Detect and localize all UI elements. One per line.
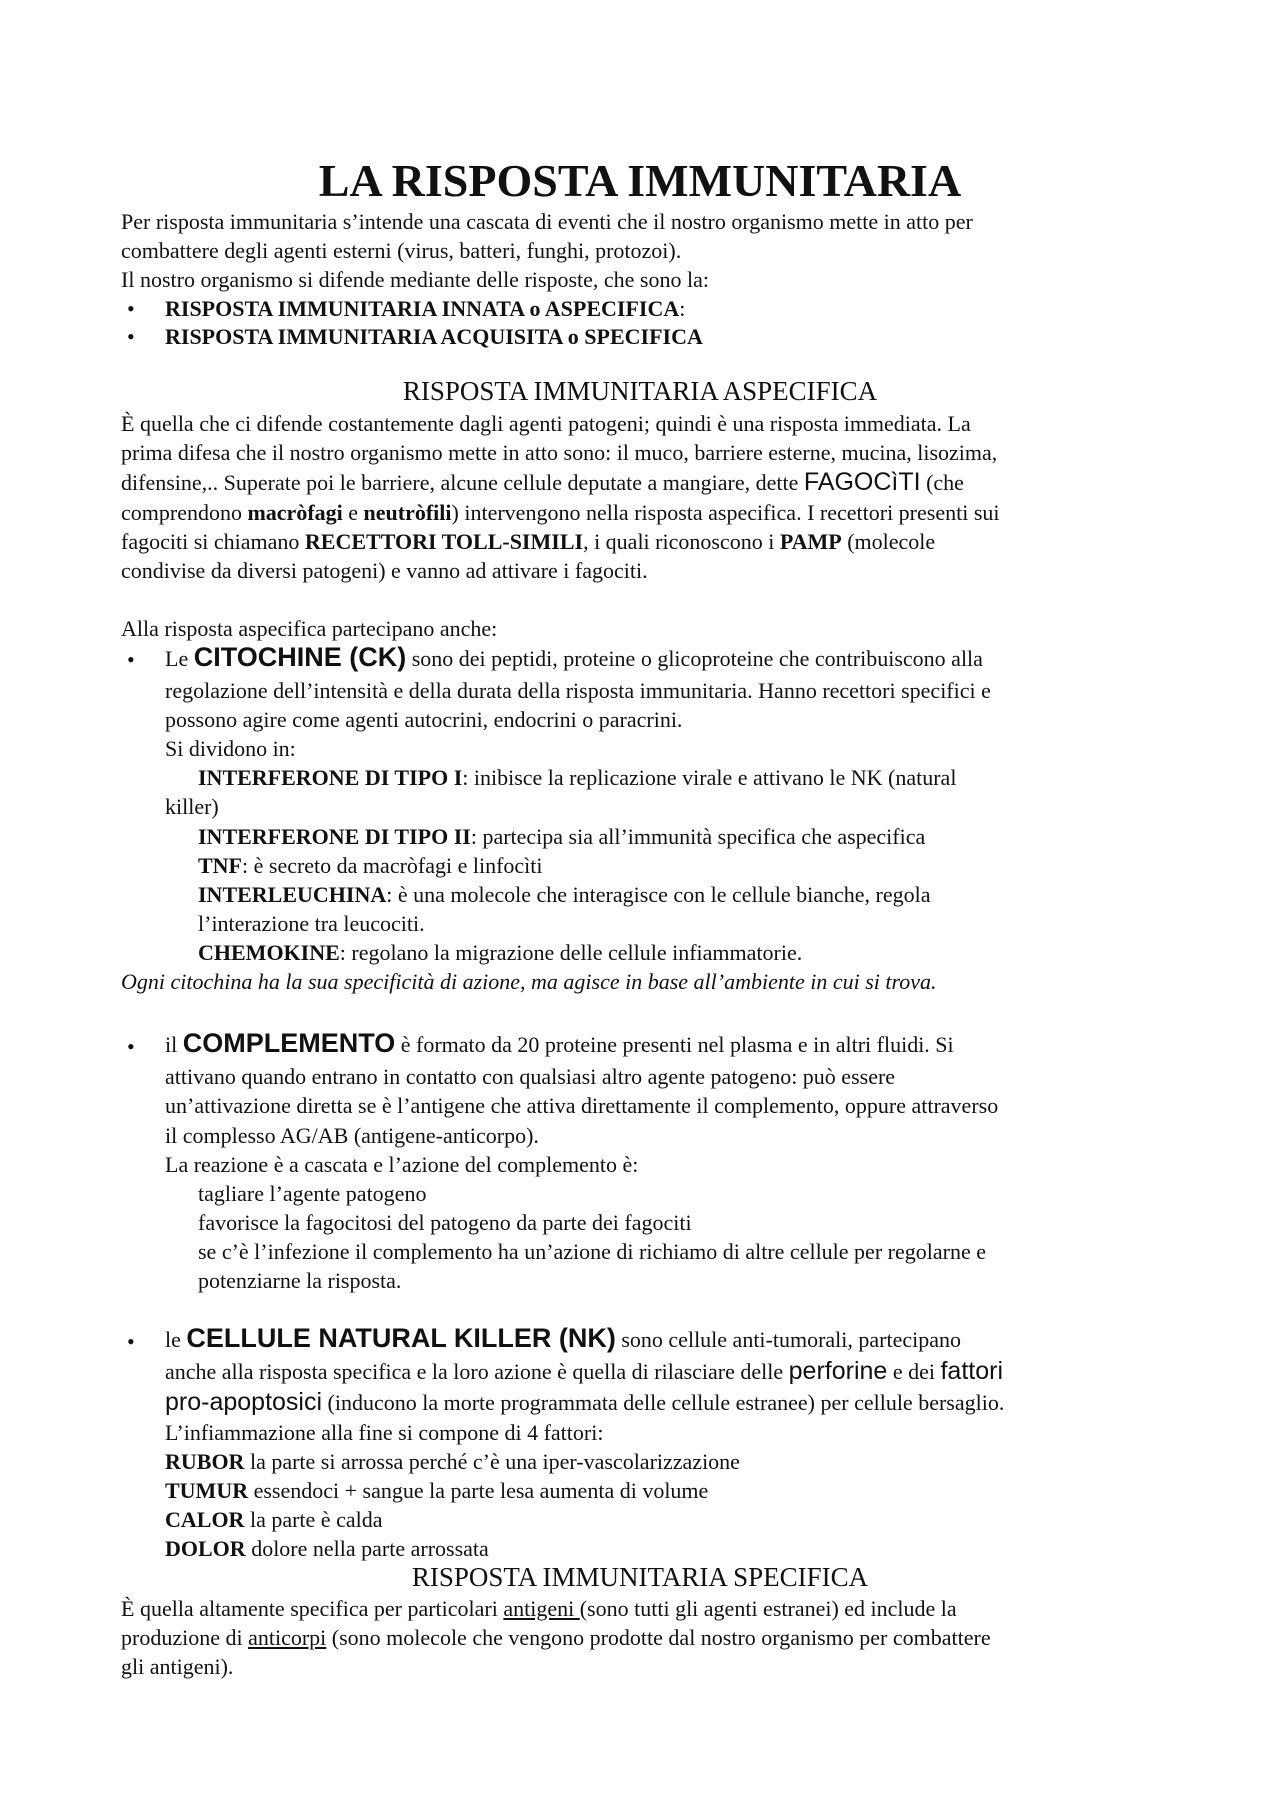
text-fragment: È quella altamente specifica per particolari (121, 1596, 504, 1621)
paragraph-line: È quella che ci difende costantemente dagli agenti patogeni; quindi è una risposta immediata. La (121, 411, 971, 436)
sublist-item (198, 763, 1258, 792)
intro-line: Il nostro organismo si difende mediante delle risposte, che sono la: (121, 267, 709, 292)
bold-term: DOLOR (165, 1536, 246, 1561)
intro-line: Per risposta immunitaria s’intende una cascata di eventi che il nostro organismo mette in atto per (121, 209, 973, 234)
text-fragment: : inibisce la replicazione virale e attivano le NK (natural (462, 765, 957, 790)
paragraph-line: regolazione dell’intensità e della durata della risposta immunitaria. Hanno recettori specifici e (165, 678, 991, 703)
section-heading: RISPOSTA IMMUNITARIA SPECIFICA (411, 1562, 869, 1592)
list-item (165, 322, 1225, 351)
text-fragment: : regolano la migrazione delle cellule infiammatorie. (339, 940, 803, 965)
text-fragment: Le (165, 646, 194, 671)
bold-term: RISPOSTA IMMUNITARIA ACQUISITA o SPECIFICA (165, 324, 703, 349)
paragraph-line: un’attivazione diretta se è l’antigene che attiva direttamente il complemento, oppure attraverso (165, 1093, 999, 1118)
list-item-citochine (165, 643, 1225, 673)
sublist-item (198, 822, 1258, 851)
sublist-item (165, 1447, 1225, 1476)
paragraph-line (165, 1357, 1225, 1386)
paragraph-line: condivise da diversi patogeni) e vanno ad attivare i fagociti. (121, 558, 648, 583)
highlight-term: CITOCHINE (CK) (193, 642, 407, 672)
paragraph-line (121, 527, 1181, 556)
bold-term: macròfagi (247, 500, 343, 525)
text-fragment: difensine,.. Superate poi le barriere, alcune cellule deputate a mangiare, dette (121, 470, 804, 495)
bold-term: neutròfili (363, 500, 452, 525)
sublist-item (198, 938, 1258, 967)
highlight-term: fattori (940, 1357, 1003, 1385)
bold-term: RECETTORI TOLL-SIMILI (304, 529, 584, 554)
text-fragment: anche alla risposta specifica e la loro azione è quella di rilasciare delle (165, 1359, 789, 1384)
bold-term: RISPOSTA IMMUNITARIA INNATA o ASPECIFICA (165, 296, 680, 321)
sublist-item: favorisce la fagocitosi del patogeno da parte dei fagociti (198, 1210, 692, 1235)
sublist-item (198, 880, 1258, 909)
text-fragment: essendoci + sangue la parte lesa aumenta di volume (248, 1478, 709, 1503)
text-fragment: la parte è calda (244, 1507, 383, 1532)
highlight-term: CELLULE NATURAL KILLER (NK) (186, 1323, 616, 1353)
text-fragment: sono dei peptidi, proteine o glicoproteine che contribuiscono alla (406, 646, 983, 671)
paragraph-line: killer) (165, 794, 219, 819)
highlight-term: perforine (788, 1357, 888, 1385)
bold-term: PAMP (779, 529, 842, 554)
italic-note: Ogni citochina ha la sua specificità di azione, ma agisce in base all’ambiente in cui si trova. (121, 969, 937, 994)
text-fragment: produzione di (121, 1625, 249, 1650)
text-fragment: fagociti si chiamano (121, 529, 305, 554)
bold-term: TUMUR (165, 1478, 249, 1503)
paragraph-line (121, 1623, 1181, 1652)
bold-term: CALOR (165, 1507, 245, 1532)
bullet-marker: • (127, 647, 135, 672)
bullet-marker: • (127, 324, 135, 349)
text-fragment: (inducono la morte programmata delle cellule estranee) per cellule bersaglio. (322, 1390, 1005, 1415)
section-heading: RISPOSTA IMMUNITARIA ASPECIFICA (402, 376, 878, 406)
list-item (165, 294, 1225, 323)
bullet-marker: • (127, 1329, 135, 1354)
text-fragment: (che (920, 470, 964, 495)
paragraph-line (121, 1594, 1181, 1623)
list-item-complemento (165, 1029, 1225, 1059)
bold-term: RUBOR (165, 1449, 245, 1474)
text-fragment: la parte si arrossa perché c’è una iper-vascolarizzazione (244, 1449, 740, 1474)
bold-term: INTERFERONE DI TIPO I (198, 765, 463, 790)
sublist-item: se c’è l’infezione il complemento ha un’azione di richiamo di altre cellule per regolarne e (198, 1239, 986, 1264)
paragraph-line (165, 1388, 1225, 1417)
text-fragment: comprendono (121, 500, 248, 525)
text-fragment: il (165, 1032, 183, 1057)
text-fragment: le (165, 1327, 187, 1352)
text-fragment: (sono molecole che vengono prodotte dal nostro organismo per combattere (326, 1625, 991, 1650)
sublist-item (165, 1505, 1225, 1534)
bullet-marker: • (127, 1034, 135, 1059)
text-fragment: e dei (887, 1359, 941, 1384)
highlight-term: FAGOCìTI (803, 468, 921, 496)
paragraph-line: l’interazione tra leucociti. (198, 911, 425, 936)
highlight-term: pro-apoptosici (165, 1388, 323, 1416)
paragraph-line: gli antigeni). (121, 1654, 234, 1679)
text-fragment: sono cellule anti-tumorali, partecipano (615, 1327, 962, 1352)
paragraph-line: possono agire come agenti autocrini, endocrini o paracrini. (165, 707, 683, 732)
sublist-item (165, 1476, 1225, 1505)
text-fragment: (molecole (841, 529, 936, 554)
text-fragment: : (679, 296, 686, 321)
underlined-term: anticorpi (248, 1625, 327, 1650)
sublist-item (198, 851, 1258, 880)
underlined-term: antigeni (503, 1596, 580, 1621)
bold-term: INTERLEUCHINA (198, 882, 387, 907)
bullet-marker: • (127, 296, 135, 321)
paragraph-line: il complesso AG/AB (antigene-anticorpo). (165, 1123, 539, 1148)
bold-term: TNF (198, 853, 242, 878)
paragraph-line: prima difesa che il nostro organismo mette in atto sono: il muco, barriere esterne, mucina, lisozima, (121, 440, 998, 465)
paragraph-line: attivano quando entrano in contatto con qualsiasi altro agente patogeno: può essere (165, 1064, 896, 1089)
text-fragment: (sono tutti gli agenti estranei) ed include la (579, 1596, 957, 1621)
sublist-item: tagliare l’agente patogeno (198, 1181, 427, 1206)
sublist-item (165, 1534, 1225, 1563)
paragraph-line: Si dividono in: (165, 736, 296, 761)
paragraph-line (121, 498, 1181, 527)
text-fragment: è formato da 20 proteine presenti nel plasma e in altri fluidi. Si (395, 1032, 954, 1057)
text-fragment: : è secreto da macròfagi e linfocìti (242, 853, 543, 878)
page-title: LA RISPOSTA IMMUNITARIA (318, 155, 962, 206)
bold-term: INTERFERONE DI TIPO II (198, 824, 471, 849)
text-fragment: e (342, 500, 364, 525)
text-fragment: ) intervengono nella risposta aspecifica. I recettori presenti sui (451, 500, 1000, 525)
bold-term: CHEMOKINE (198, 940, 340, 965)
list-item-nk (165, 1324, 1225, 1354)
paragraph-line: potenziarne la risposta. (198, 1268, 402, 1293)
text-fragment: : è una molecole che interagisce con le cellule bianche, regola (386, 882, 931, 907)
intro-line: combattere degli agenti esterni (virus, batteri, funghi, protozoi). (121, 238, 682, 263)
paragraph-line (121, 468, 1181, 497)
text-fragment: , i quali riconoscono i (583, 529, 780, 554)
highlight-term: COMPLEMENTO (182, 1028, 396, 1058)
paragraph-line: L’infiammazione alla fine si compone di 4 fattori: (165, 1420, 604, 1445)
text-fragment: : partecipa sia all’immunità specifica che aspecifica (470, 824, 926, 849)
text-fragment: dolore nella parte arrossata (245, 1536, 489, 1561)
paragraph-line: Alla risposta aspecifica partecipano anche: (121, 616, 498, 641)
paragraph-line: La reazione è a cascata e l’azione del complemento è: (165, 1152, 639, 1177)
